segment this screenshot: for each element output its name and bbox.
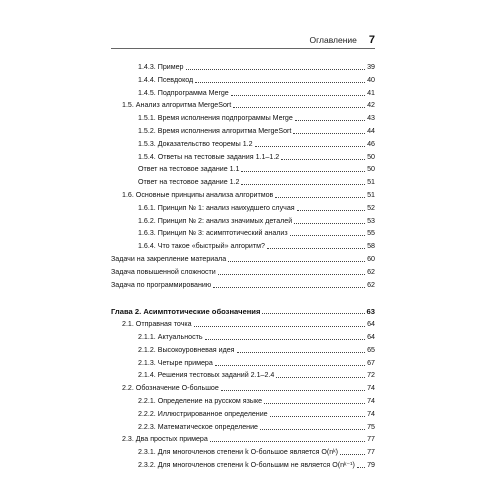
toc-entry-title: Задачи на закрепление материала bbox=[111, 255, 227, 263]
toc-entry bbox=[111, 407, 375, 419]
toc-entry-title: 1.6.2. Принцип № 2: анализ значимых деталей bbox=[138, 216, 293, 225]
toc-entry-page: 65 bbox=[367, 345, 375, 354]
toc-leader-dots bbox=[267, 248, 365, 249]
toc-entry bbox=[111, 124, 375, 136]
toc-leader-dots bbox=[215, 365, 365, 366]
toc-entry-page: 63 bbox=[366, 307, 375, 317]
toc-entry bbox=[111, 201, 375, 213]
toc-entry bbox=[111, 252, 375, 264]
toc-entry bbox=[111, 239, 375, 251]
toc-entry-title: Глава 2. Асимптотические обозначения bbox=[111, 307, 261, 317]
toc-entry-title: Ответ на тестовое задание 1.2 bbox=[138, 178, 240, 187]
toc-entry bbox=[111, 458, 375, 470]
toc-entry bbox=[111, 137, 375, 149]
toc-entry-page: 64 bbox=[367, 333, 375, 341]
toc-entry bbox=[111, 150, 375, 162]
toc-entry-title: Задача по программированию bbox=[111, 280, 212, 289]
toc-entry-title: 2.3. Два простых примера bbox=[122, 435, 208, 444]
toc-entry-title: 2.3.2. Для многочленов степени k O-большим не является O(nᵏ⁻¹) bbox=[138, 461, 355, 469]
toc-entry-page: 40 bbox=[367, 75, 375, 84]
toc-entry-title: 2.3.1. Для многочленов степени k O-большое является O(nᵏ) bbox=[138, 448, 339, 457]
toc-entry-title: 2.1.2. Высокоуровневая идея bbox=[138, 345, 235, 354]
toc-leader-dots bbox=[295, 120, 365, 121]
toc-entry-title: 2.1.3. Четыре примера bbox=[138, 358, 213, 367]
toc-entry bbox=[111, 188, 375, 200]
toc-entry bbox=[111, 394, 375, 406]
toc-leader-dots bbox=[186, 69, 366, 70]
toc-entry-page: 74 bbox=[367, 397, 375, 405]
toc-entry-page: 62 bbox=[367, 280, 375, 289]
toc-entry-title: 1.4.3. Пример bbox=[138, 63, 184, 71]
toc-entry-page: 42 bbox=[367, 101, 375, 110]
toc-entry-title: 1.4.5. Подпрограмма Merge bbox=[138, 88, 229, 97]
toc-entry bbox=[111, 343, 375, 355]
toc-entry bbox=[111, 98, 375, 110]
toc-leader-dots bbox=[270, 416, 365, 417]
toc-entry-page: 53 bbox=[367, 216, 375, 225]
toc-leader-dots bbox=[210, 441, 365, 442]
toc-entry-title: Ответ на тестовое задание 1.1 bbox=[138, 165, 240, 174]
toc-entry-page: 77 bbox=[367, 448, 375, 457]
toc-leader-dots bbox=[264, 403, 365, 404]
toc-entry-page: 39 bbox=[367, 63, 375, 71]
toc-leader-dots bbox=[205, 339, 366, 340]
toc-entry-page: 51 bbox=[367, 191, 375, 199]
toc-entry bbox=[111, 381, 375, 393]
toc-leader-dots bbox=[228, 261, 365, 262]
toc-entry-title: 2.2.1. Определение на русском языке bbox=[138, 397, 263, 405]
toc-entry-title: 2.2.2. Иллюстрированное определение bbox=[138, 409, 268, 418]
toc-leader-dots bbox=[260, 429, 365, 430]
toc-entry-title: 1.5.1. Время исполнения подпрограммы Merge bbox=[138, 114, 293, 123]
toc-entry-page: 55 bbox=[367, 229, 375, 238]
toc-entry-title: 2.1.4. Решения тестовых заданий 2.1–2.4 bbox=[138, 371, 275, 380]
toc-entry-page: 60 bbox=[367, 255, 375, 263]
toc-leader-dots bbox=[221, 390, 365, 391]
toc-entry-title: 1.6.3. Принцип № 3: асимптотический анализ bbox=[138, 229, 288, 238]
toc-leader-dots bbox=[218, 274, 365, 275]
toc-leader-dots bbox=[231, 95, 365, 96]
toc-leader-dots bbox=[241, 171, 365, 172]
toc-entry-title: Задача повышенной сложности bbox=[111, 267, 216, 276]
running-header bbox=[111, 33, 375, 47]
toc-entry-page: 74 bbox=[367, 384, 375, 393]
toc-entry bbox=[111, 86, 375, 98]
toc-leader-dots bbox=[213, 287, 365, 288]
toc-entry-page: 72 bbox=[367, 371, 375, 380]
toc-entry-title: 2.2.3. Математическое определение bbox=[138, 422, 259, 431]
toc-entry-page: 46 bbox=[367, 139, 375, 148]
toc-leader-dots bbox=[290, 235, 365, 236]
toc-entry-title: 1.6.4. Что такое «быстрый» алгоритм? bbox=[138, 242, 265, 251]
toc-entry-page: 50 bbox=[367, 152, 375, 161]
toc-entry-page: 41 bbox=[367, 88, 375, 97]
toc-entry bbox=[111, 420, 375, 432]
toc-entry bbox=[111, 214, 375, 226]
toc-entry-title: 1.5.4. Ответы на тестовые задания 1.1–1.2 bbox=[138, 152, 280, 161]
toc-entry bbox=[111, 278, 375, 290]
toc-leader-dots bbox=[237, 352, 366, 353]
toc-entry-page: 44 bbox=[367, 127, 375, 135]
toc-chapter-entry bbox=[111, 304, 375, 316]
toc-entry bbox=[111, 162, 375, 174]
toc-entry bbox=[111, 432, 375, 444]
toc-leader-dots bbox=[281, 159, 365, 160]
toc-entry-title: 1.5.3. Доказательство теоремы 1.2 bbox=[138, 139, 253, 148]
toc-entry-title: 1.5.2. Время исполнения алгоритма MergeSort bbox=[138, 127, 292, 135]
toc-entry bbox=[111, 356, 375, 368]
toc-entry-page: 51 bbox=[367, 178, 375, 187]
toc-entry bbox=[111, 265, 375, 277]
toc-leader-dots bbox=[297, 210, 366, 211]
toc-leader-dots bbox=[293, 133, 365, 134]
toc-entry-page: 64 bbox=[367, 320, 375, 329]
toc-leader-dots bbox=[255, 146, 366, 147]
toc-entry-page: 58 bbox=[367, 242, 375, 251]
toc-leader-dots bbox=[294, 223, 365, 224]
toc-leader-dots bbox=[275, 197, 365, 198]
toc-entry-title: 2.1. Отправная точка bbox=[122, 320, 192, 329]
toc-leader-dots bbox=[241, 184, 365, 185]
toc-entry-page: 43 bbox=[367, 114, 375, 123]
toc-entry-title: 1.4.4. Псевдокод bbox=[138, 75, 194, 84]
toc-entry-title: 2.2. Обозначение O-большое bbox=[122, 384, 219, 393]
toc-entry bbox=[111, 175, 375, 187]
toc-leader-dots bbox=[357, 467, 365, 468]
toc-entry-title: 1.5. Анализ алгоритма MergeSort bbox=[122, 101, 232, 110]
toc-entry bbox=[111, 60, 375, 72]
toc-leader-dots bbox=[194, 326, 366, 327]
toc-entry-title: 1.6.1. Принцип № 1: анализ наихудшего случая bbox=[138, 203, 295, 212]
header-title: Оглавление bbox=[309, 35, 357, 45]
toc-entry-title: 2.1.1. Актуальность bbox=[138, 333, 203, 341]
toc-entry-page: 79 bbox=[367, 461, 375, 469]
toc-entry bbox=[111, 317, 375, 329]
toc-leader-dots bbox=[340, 454, 365, 455]
toc-entry-page: 62 bbox=[367, 267, 375, 276]
toc-entry-page: 67 bbox=[367, 358, 375, 367]
toc-entry bbox=[111, 445, 375, 457]
toc-entry bbox=[111, 368, 375, 380]
toc-entry-page: 77 bbox=[367, 435, 375, 444]
toc-entry-page: 74 bbox=[367, 409, 375, 418]
toc-entry-page: 50 bbox=[367, 165, 375, 174]
toc-entry bbox=[111, 73, 375, 85]
toc-leader-dots bbox=[262, 313, 364, 314]
toc-leader-dots bbox=[276, 377, 365, 378]
toc-leader-dots bbox=[195, 82, 365, 83]
toc-entry-page: 52 bbox=[367, 203, 375, 212]
toc-entry bbox=[111, 111, 375, 123]
toc-entry bbox=[111, 330, 375, 342]
header-rule bbox=[111, 48, 375, 49]
toc-entry-page: 75 bbox=[367, 422, 375, 431]
toc-leader-dots bbox=[233, 107, 365, 108]
toc-entry-title: 1.6. Основные принципы анализа алгоритмов bbox=[122, 191, 274, 199]
toc-entry bbox=[111, 226, 375, 238]
header-page-number: 7 bbox=[368, 34, 375, 46]
